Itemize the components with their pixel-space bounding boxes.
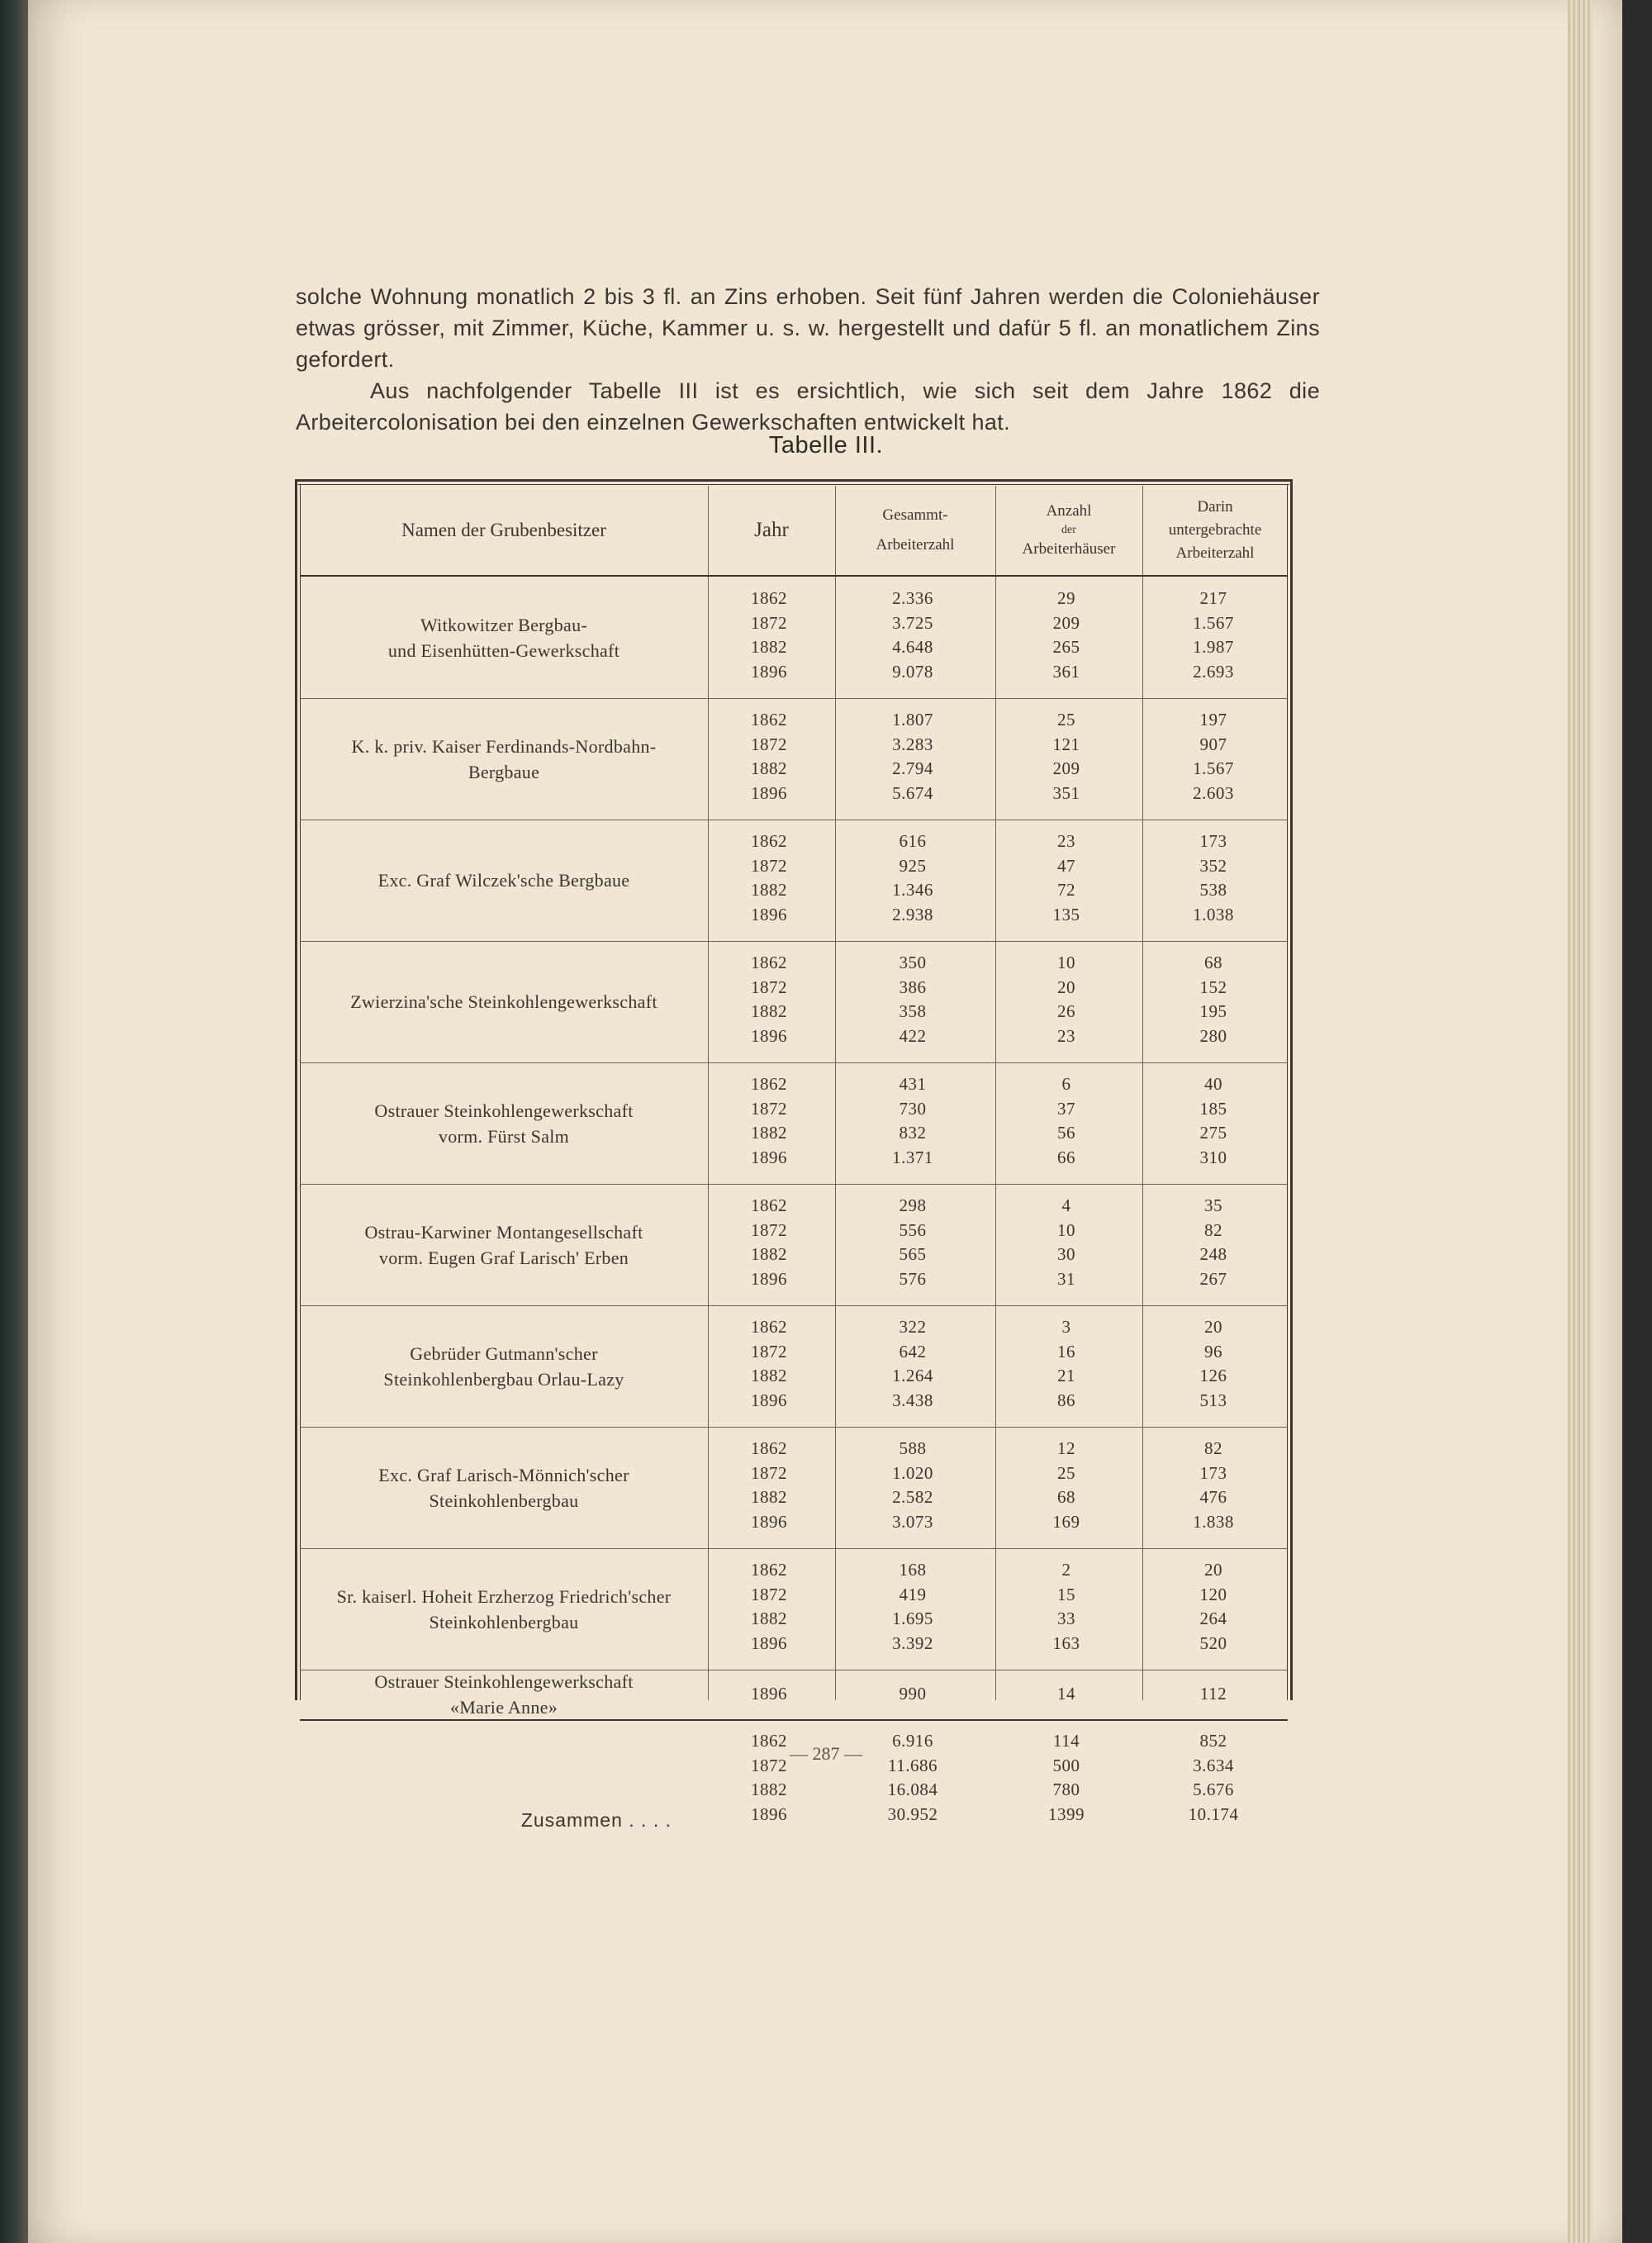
- year-cell: 1896: [751, 1684, 787, 1704]
- housed-workers-cell: 217: [1199, 588, 1227, 608]
- houses-cell: 209: [1052, 612, 1080, 633]
- housed-workers-cell: 185: [1199, 1098, 1227, 1119]
- houses-cell: 15: [1057, 1584, 1075, 1604]
- intro-text: [296, 281, 1320, 438]
- housed-workers-cell: 520: [1199, 1632, 1227, 1653]
- header-name: Namen der Grubenbesitzer: [401, 520, 606, 540]
- owner-group: [300, 577, 1288, 698]
- houses-cell: 12: [1057, 1438, 1075, 1458]
- housed-workers-cell: 197: [1199, 710, 1227, 729]
- owner-name-line: Sr. kaiserl. Hoheit Erzherzog Friedrich'scher: [336, 1585, 672, 1607]
- housed-workers-cell: 173: [1199, 831, 1227, 851]
- houses-cell: 780: [1052, 1780, 1080, 1799]
- owner-name-line: vorm. Eugen Graf Larisch' Erben: [378, 1247, 629, 1268]
- owner-group: [300, 698, 1288, 820]
- year-cell: 1872: [751, 1219, 787, 1240]
- housed-workers-cell: 126: [1199, 1366, 1227, 1385]
- total-workers-cell: 576: [899, 1268, 927, 1289]
- owner-name-line: Witkowitzer Bergbau-: [420, 614, 588, 635]
- year-cell: 1872: [751, 855, 787, 876]
- housed-workers-cell: 1.567: [1193, 612, 1234, 633]
- total-workers-cell: 431: [899, 1074, 927, 1094]
- owner-name-line: Steinkohlenbergbau: [429, 1490, 579, 1511]
- total-workers-cell: 419: [899, 1584, 927, 1604]
- owner-name-line: Bergbaue: [468, 761, 540, 782]
- total-workers-cell: 1.695: [892, 1609, 933, 1628]
- page-number: — 287 —: [790, 1743, 862, 1764]
- houses-cell: 26: [1057, 1001, 1075, 1021]
- housed-workers-cell: 20: [1204, 1317, 1222, 1337]
- housed-workers-cell: 152: [1199, 977, 1227, 997]
- housed-workers-cell: 120: [1199, 1584, 1227, 1604]
- houses-cell: 23: [1057, 1025, 1075, 1046]
- intro-paragraph-1: solche Wohnung monatlich 2 bis 3 fl. an Zins erhoben. Seit fünf Jahren werden die Coloniehäuser etwas grösser, mit Zimmer, Küche, Kammer u. s. w. hergestellt und dafür 5 fl. an monatlichem Zins gefordert.: [296, 284, 1320, 372]
- year-cell: 1882: [751, 1123, 787, 1143]
- houses-cell: 33: [1057, 1609, 1075, 1628]
- housed-workers-cell: 5.676: [1193, 1780, 1234, 1799]
- housed-workers-cell: 352: [1199, 855, 1227, 876]
- owner-name: [300, 698, 708, 820]
- total-label: [300, 1719, 672, 1833]
- houses-cell: 361: [1052, 661, 1080, 682]
- houses-cell: 20: [1057, 977, 1075, 997]
- houses-cell: 29: [1057, 588, 1075, 608]
- housed-workers-cell: 1.567: [1193, 758, 1234, 778]
- total-workers-cell: 616: [899, 831, 927, 851]
- houses-cell: 25: [1057, 710, 1075, 729]
- year-cell: 1862: [751, 588, 787, 608]
- total-workers-cell: 1.264: [892, 1366, 933, 1385]
- houses-cell: 30: [1057, 1244, 1075, 1264]
- houses-cell: 47: [1057, 855, 1075, 876]
- owner-name-line: Exc. Graf Wilczek'sche Bergbaue: [377, 870, 630, 891]
- housed-workers-cell: 280: [1199, 1025, 1227, 1046]
- houses-cell: 31: [1057, 1268, 1075, 1289]
- year-cell: 1862: [751, 953, 787, 972]
- page-edge: [1568, 0, 1593, 2243]
- year-cell: 1882: [751, 1780, 787, 1799]
- owner-group: [300, 1184, 1288, 1305]
- houses-cell: 500: [1052, 1755, 1080, 1775]
- year-cell: 1862: [751, 1317, 787, 1337]
- header-gesammt: Gesammt- Arbeiterzahl: [876, 506, 955, 554]
- housed-workers-cell: 173: [1199, 1462, 1227, 1483]
- year-cell: 1896: [751, 661, 787, 682]
- total-workers-cell: 2.582: [892, 1487, 933, 1507]
- year-cell: 1872: [751, 1341, 787, 1361]
- total-workers-cell: 556: [899, 1219, 927, 1240]
- total-workers-cell: 322: [899, 1317, 927, 1337]
- houses-cell: 169: [1052, 1511, 1080, 1532]
- year-cell: 1862: [751, 1438, 787, 1458]
- year-cell: 1872: [751, 1755, 787, 1775]
- table-border-top-inner: [298, 484, 1289, 485]
- housed-workers-cell: 1.838: [1193, 1511, 1234, 1532]
- owner-name: [300, 820, 708, 941]
- year-cell: 1862: [751, 1731, 787, 1751]
- owner-group: [300, 820, 1288, 941]
- housed-workers-cell: 538: [1199, 880, 1227, 900]
- total-workers-cell: 642: [899, 1341, 927, 1361]
- year-cell: 1896: [751, 782, 787, 803]
- year-cell: 1896: [751, 1025, 787, 1046]
- book-binding: [0, 0, 28, 2243]
- housed-workers-cell: 40: [1204, 1074, 1222, 1094]
- year-cell: 1872: [751, 1098, 787, 1119]
- houses-cell: 351: [1052, 782, 1080, 803]
- owner-group: [300, 1305, 1288, 1427]
- total-workers-cell: 3.073: [892, 1511, 933, 1532]
- houses-cell: 265: [1052, 637, 1080, 657]
- houses-cell: 114: [1052, 1731, 1080, 1751]
- owner-name-line: Ostrauer Steinkohlengewerkschaft: [374, 1100, 634, 1121]
- header-darin: Darin untergebrachte Arbeiterzahl: [1168, 498, 1262, 562]
- housed-workers-cell: 10.174: [1188, 1803, 1239, 1824]
- year-cell: 1896: [751, 1390, 787, 1410]
- houses-cell: 209: [1052, 758, 1080, 778]
- housed-workers-cell: 1.987: [1193, 637, 1234, 657]
- total-workers-cell: 990: [899, 1684, 927, 1704]
- year-cell: 1882: [751, 1366, 787, 1385]
- houses-cell: 25: [1057, 1462, 1075, 1483]
- year-cell: 1862: [751, 1074, 787, 1094]
- houses-cell: 21: [1057, 1366, 1075, 1385]
- total-workers-cell: 358: [899, 1001, 927, 1021]
- houses-cell: 1399: [1048, 1803, 1085, 1824]
- housed-workers-cell: 476: [1199, 1487, 1227, 1507]
- housed-workers-cell: 3.634: [1193, 1755, 1234, 1775]
- housed-workers-cell: 1.038: [1193, 904, 1234, 924]
- total-workers-cell: 925: [899, 855, 927, 876]
- houses-cell: 23: [1057, 831, 1075, 851]
- houses-cell: 86: [1057, 1390, 1075, 1410]
- total-workers-cell: 6.916: [892, 1731, 933, 1751]
- total-workers-cell: 1.371: [892, 1147, 933, 1167]
- intro-paragraph-2: Aus nachfolgender Tabelle III ist es ersichtlich, wie sich seit dem Jahre 1862 die Arbeitercolonisation bei den einzelnen Gewerkschaften entwickelt hat.: [296, 378, 1320, 435]
- total-workers-cell: 350: [899, 953, 927, 972]
- houses-cell: 121: [1052, 734, 1080, 754]
- year-cell: 1872: [751, 612, 787, 633]
- year-cell: 1872: [751, 977, 787, 997]
- owner-name: [300, 1062, 708, 1184]
- owner-name-line: Zusammen . . . .: [520, 1809, 672, 1831]
- total-workers-cell: 3.725: [892, 612, 933, 633]
- table-border-right: [1290, 479, 1293, 1700]
- owner-name: [300, 941, 708, 1062]
- year-cell: 1896: [751, 1632, 787, 1653]
- housed-workers-cell: 2.603: [1193, 782, 1234, 803]
- total-workers-cell: 9.078: [892, 661, 933, 682]
- owner-name-line: Ostrau-Karwiner Montangesellschaft: [364, 1221, 643, 1243]
- table-border-top: [295, 479, 1293, 482]
- owner-group: [300, 1427, 1288, 1548]
- housed-workers-cell: 96: [1204, 1341, 1222, 1361]
- owner-group: [300, 1548, 1288, 1670]
- houses-cell: 163: [1052, 1632, 1080, 1653]
- total-workers-cell: 588: [899, 1438, 927, 1458]
- houses-cell: 72: [1057, 880, 1075, 900]
- total-workers-cell: 2.794: [892, 758, 933, 778]
- total-workers-cell: 16.084: [887, 1780, 938, 1799]
- year-cell: 1896: [751, 1803, 787, 1824]
- owner-name-line: Zwierzina'sche Steinkohlengewerkschaft: [350, 991, 657, 1012]
- year-cell: 1882: [751, 1487, 787, 1507]
- total-workers-cell: 386: [899, 977, 927, 997]
- housed-workers-cell: 275: [1199, 1123, 1227, 1143]
- header-jahr: Jahr: [754, 519, 789, 541]
- houses-cell: 56: [1057, 1123, 1075, 1143]
- year-cell: 1882: [751, 637, 787, 657]
- owner-name-line: vorm. Fürst Salm: [438, 1125, 570, 1147]
- houses-cell: 135: [1052, 904, 1080, 924]
- housed-workers-cell: 248: [1199, 1244, 1227, 1264]
- total-workers-cell: 1.807: [892, 710, 933, 729]
- total-workers-cell: 168: [899, 1560, 927, 1580]
- owner-name: [300, 577, 708, 698]
- total-workers-cell: 1.020: [892, 1462, 933, 1483]
- houses-cell: 10: [1057, 953, 1075, 972]
- houses-cell: 10: [1057, 1219, 1075, 1240]
- year-cell: 1896: [751, 1268, 787, 1289]
- total-workers-cell: 565: [899, 1244, 927, 1264]
- total-workers-cell: 3.283: [892, 734, 933, 754]
- owner-name-line: «Marie Anne»: [449, 1697, 558, 1718]
- housed-workers-cell: 907: [1199, 734, 1227, 754]
- total-workers-cell: 2.336: [892, 588, 933, 608]
- houses-cell: 14: [1057, 1684, 1075, 1704]
- year-cell: 1896: [751, 1511, 787, 1532]
- houses-cell: 6: [1061, 1074, 1071, 1094]
- total-workers-cell: 1.346: [892, 880, 933, 900]
- housed-workers-cell: 195: [1199, 1001, 1227, 1021]
- houses-cell: 16: [1057, 1341, 1075, 1361]
- owner-name-line: und Eisenhütten-Gewerkschaft: [387, 639, 620, 661]
- total-workers-cell: 422: [899, 1025, 927, 1046]
- owner-name-line: Gebrüder Gutmann'scher: [410, 1342, 598, 1364]
- year-cell: 1862: [751, 1560, 787, 1580]
- houses-cell: 3: [1061, 1317, 1071, 1337]
- housed-workers-cell: 68: [1204, 953, 1222, 972]
- housed-workers-cell: 2.693: [1193, 661, 1234, 682]
- owner-name-line: Ostrauer Steinkohlengewerkschaft: [374, 1671, 634, 1692]
- total-workers-cell: 4.648: [892, 637, 933, 657]
- year-cell: 1882: [751, 1244, 787, 1264]
- year-cell: 1862: [751, 1195, 787, 1215]
- total-workers-cell: 11.686: [888, 1755, 938, 1775]
- total-workers-cell: 5.674: [892, 782, 933, 803]
- owner-name: [300, 1427, 708, 1548]
- owner-group: [300, 941, 1288, 1062]
- header-anzahl: Anzahl der Arbeiterhäuser: [1022, 502, 1116, 558]
- total-workers-cell: 3.392: [892, 1632, 933, 1653]
- year-cell: 1882: [751, 758, 787, 778]
- year-cell: 1896: [751, 1147, 787, 1167]
- year-cell: 1882: [751, 880, 787, 900]
- owner-name: [300, 1548, 708, 1670]
- owner-group: [300, 1062, 1288, 1184]
- owner-group: [300, 1670, 1288, 1719]
- year-cell: 1872: [751, 1462, 787, 1483]
- year-cell: 1862: [751, 831, 787, 851]
- housed-workers-cell: 82: [1204, 1219, 1222, 1240]
- housed-workers-cell: 35: [1204, 1195, 1222, 1215]
- year-cell: 1896: [751, 904, 787, 924]
- table-border-left: [295, 479, 297, 1700]
- housed-workers-cell: 310: [1199, 1147, 1227, 1167]
- owner-name-line: Steinkohlenbergbau Orlau-Lazy: [383, 1368, 624, 1390]
- houses-cell: 37: [1057, 1098, 1075, 1119]
- owner-name-line: Exc. Graf Larisch-Mönnich'scher: [378, 1464, 629, 1485]
- housed-workers-cell: 267: [1199, 1268, 1227, 1289]
- year-cell: 1882: [751, 1609, 787, 1628]
- housed-workers-cell: 82: [1204, 1438, 1222, 1458]
- year-cell: 1872: [751, 1584, 787, 1604]
- table-title: Tabelle III.: [768, 432, 884, 459]
- total-workers-cell: 832: [899, 1123, 927, 1143]
- total-workers-cell: 730: [899, 1098, 927, 1119]
- owner-name: [300, 1670, 708, 1719]
- housed-workers-cell: 852: [1199, 1731, 1227, 1751]
- houses-cell: 66: [1057, 1147, 1075, 1167]
- owner-name-line: K. k. priv. Kaiser Ferdinands-Nordbahn-: [351, 735, 657, 757]
- housed-workers-cell: 112: [1199, 1684, 1227, 1704]
- owner-name-line: Steinkohlenbergbau: [429, 1611, 579, 1632]
- total-workers-cell: 298: [899, 1195, 927, 1215]
- housed-workers-cell: 513: [1199, 1390, 1227, 1410]
- year-cell: 1882: [751, 1001, 787, 1021]
- total-workers-cell: 30.952: [887, 1803, 938, 1824]
- houses-cell: 4: [1061, 1195, 1071, 1215]
- housed-workers-cell: 264: [1199, 1609, 1227, 1628]
- housed-workers-cell: 20: [1204, 1560, 1222, 1580]
- total-workers-cell: 2.938: [892, 904, 933, 924]
- owner-name: [300, 1184, 708, 1305]
- year-cell: 1872: [751, 734, 787, 754]
- total-group: [300, 1719, 1288, 1833]
- houses-cell: 68: [1057, 1487, 1075, 1507]
- year-cell: 1862: [751, 710, 787, 729]
- owner-name: [300, 1305, 708, 1427]
- houses-cell: 2: [1061, 1560, 1071, 1580]
- total-workers-cell: 3.438: [892, 1390, 933, 1410]
